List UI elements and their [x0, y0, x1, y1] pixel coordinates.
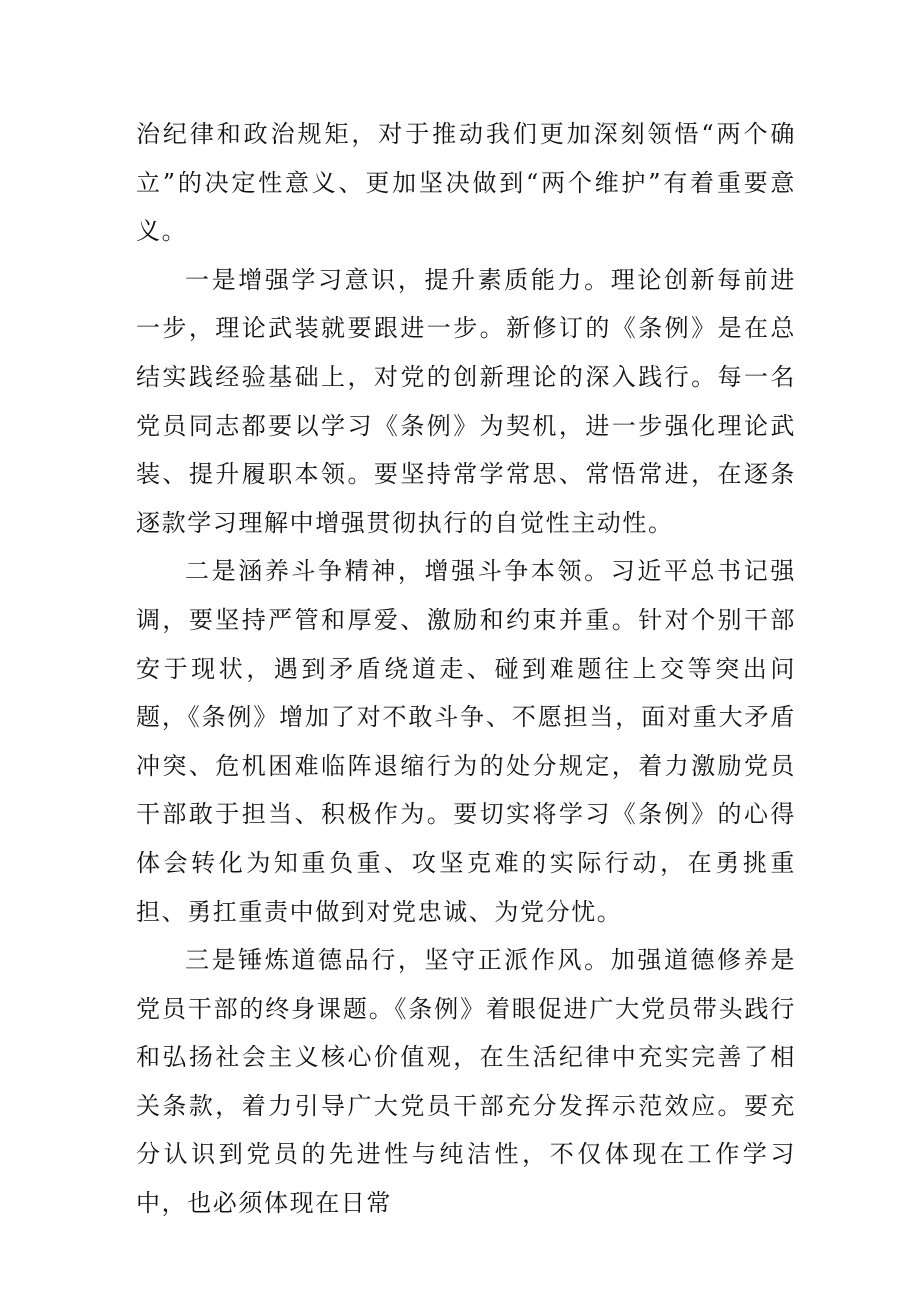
paragraph-moral-conduct: 三是锤炼道德品行，坚守正派作风。加强道德修养是党员干部的终身课题。《条例》着眼促进广大党员带头践行和弘扬社会主义核心价值观，在生活纪律中充实完善了相关条款，着力引导广大党员干部充分发挥示范效应。要充分认识到党员的先进性与纯洁性，不仅体现在工作学习中，也必须体现在日常	[136, 946, 796, 1218]
document-body	[136, 110, 796, 1228]
paragraph-struggle-spirit: 二是涵养斗争精神，增强斗争本领。习近平总书记强调，要坚持严管和厚爱、激励和约束并重。针对个别干部安于现状，遇到矛盾绕道走、碰到难题往上交等突出问题，《条例》增加了对不敢斗争、不愿担当，面对重大矛盾冲突、危机困难临阵退缩行为的处分规定，着力激励党员干部敢于担当、积极作为。要切实将学习《条例》的心得体会转化为知重负重、攻坚克难的实际行动，在勇挑重担、勇扛重责中做到对党忠诚、为党分忧。	[136, 557, 796, 926]
paragraph-continuation: 治纪律和政治规矩，对于推动我们更加深刻领悟“两个确立”的决定性意义、更加坚决做到“两个维护”有着重要意义。	[136, 120, 796, 246]
paragraph-study-awareness: 一是增强学习意识，提升素质能力。理论创新每前进一步，理论武装就要跟进一步。新修订的《条例》是在总结实践经验基础上，对党的创新理论的深入践行。每一名党员同志都要以学习《条例》为契机，进一步强化理论武装、提升履职本领。要坚持常学常思、常悟常进，在逐条逐款学习理解中增强贯彻执行的自觉性主动性。	[136, 265, 796, 537]
